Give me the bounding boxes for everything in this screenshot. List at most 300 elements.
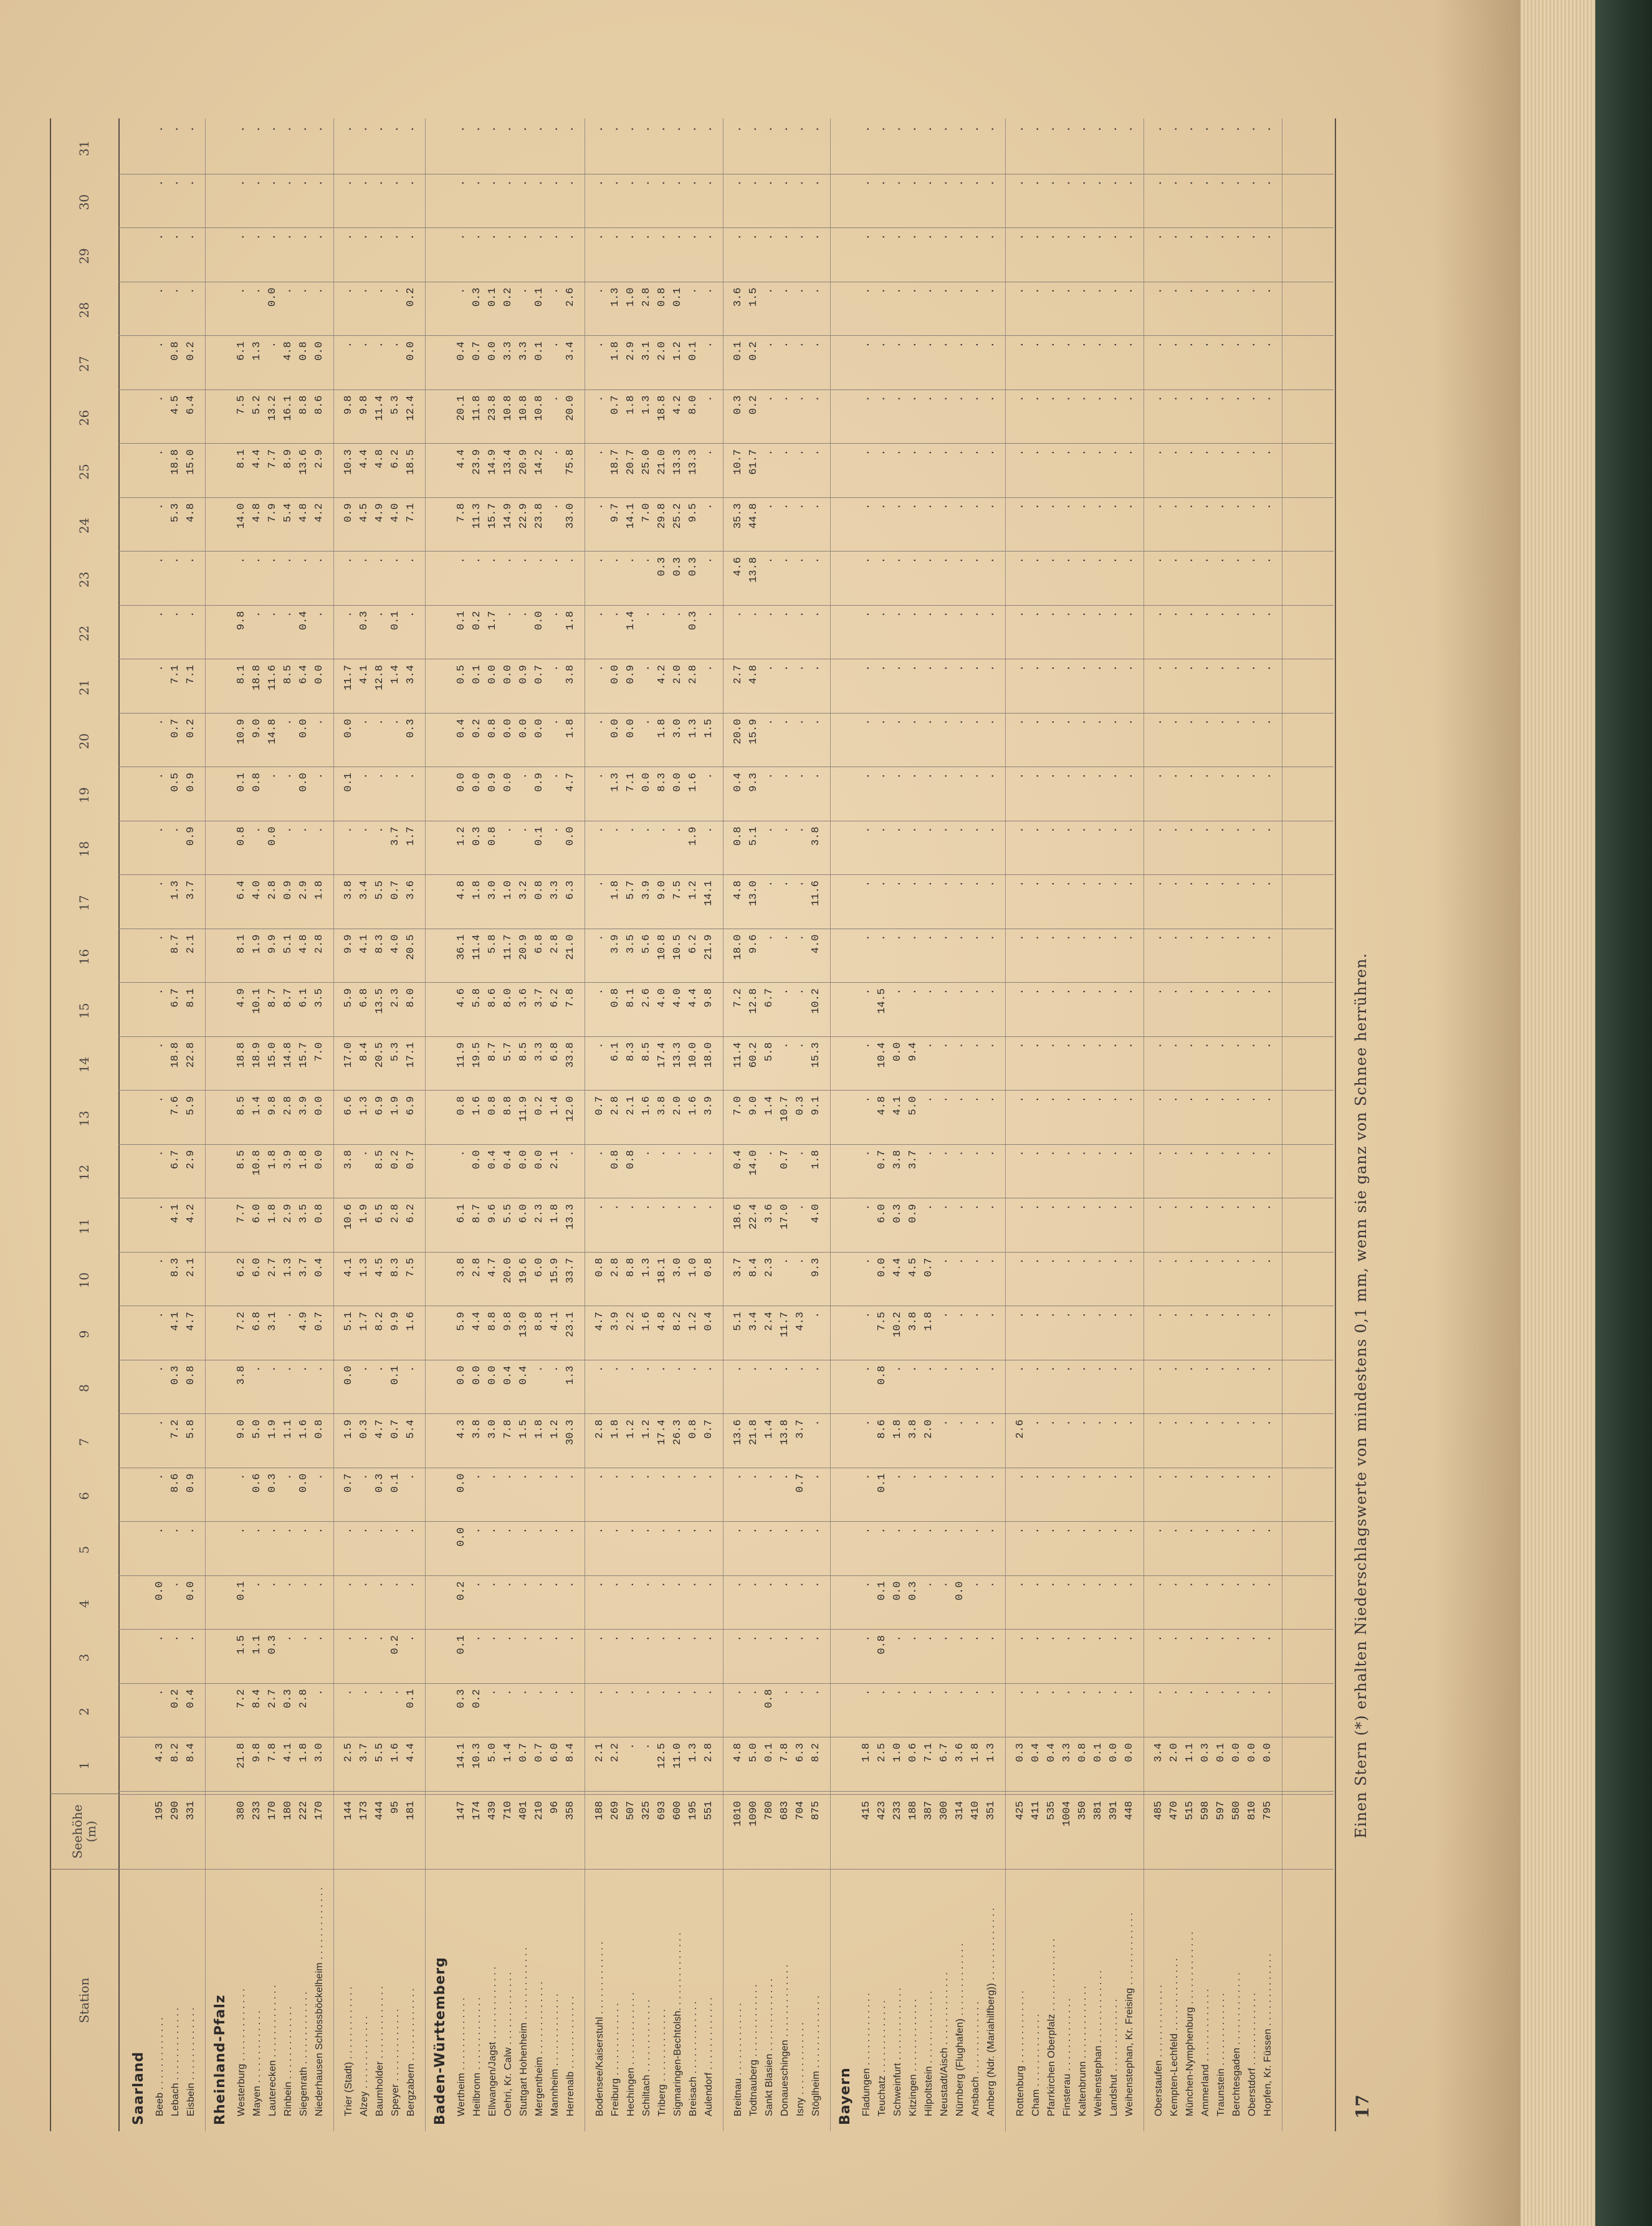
precip-cell: 0.0 bbox=[502, 665, 514, 684]
precip-cell: . bbox=[1262, 126, 1274, 133]
precip-cell: . bbox=[861, 1635, 872, 1642]
precip-cell: . bbox=[358, 1473, 370, 1480]
precip-cell: . bbox=[1061, 826, 1073, 833]
precip-cell: 17.1 bbox=[405, 1042, 417, 1068]
precip-cell: . bbox=[1215, 1527, 1227, 1534]
precip-cell: . bbox=[641, 1743, 652, 1750]
precip-cell: 0.8 bbox=[487, 1096, 499, 1115]
precip-cell: . bbox=[1215, 126, 1227, 133]
precip-cell: . bbox=[970, 665, 981, 672]
precip-cell: . bbox=[1153, 1258, 1165, 1264]
precip-cell: 2.2 bbox=[609, 1743, 621, 1762]
precip-cell: 8.3 bbox=[169, 1258, 181, 1278]
precip-cell: . bbox=[985, 1096, 997, 1103]
precip-cell: . bbox=[907, 826, 919, 833]
precip-cell: 12.8 bbox=[748, 988, 760, 1014]
station-row bbox=[341, 118, 356, 2131]
precip-cell: . bbox=[298, 557, 310, 564]
precip-cell: . bbox=[1124, 881, 1135, 887]
precip-cell: 60.2 bbox=[748, 1042, 760, 1068]
precip-cell: . bbox=[1184, 557, 1196, 564]
precip-cell: . bbox=[313, 1635, 325, 1642]
precip-cell: 7.7 bbox=[267, 449, 279, 469]
precip-cell: . bbox=[938, 1258, 950, 1264]
precip-cell: . bbox=[892, 1473, 904, 1480]
precip-cell: . bbox=[625, 1635, 637, 1642]
precip-cell: . bbox=[1231, 449, 1243, 456]
station-altitude: 233 bbox=[892, 1801, 904, 1820]
precip-cell: . bbox=[923, 1473, 935, 1480]
precip-cell: . bbox=[970, 1204, 981, 1211]
precip-cell: . bbox=[687, 1365, 699, 1372]
precip-cell: 0.8 bbox=[313, 1204, 325, 1223]
precip-cell: 4.5 bbox=[169, 395, 181, 415]
precip-cell: 10.2 bbox=[810, 988, 822, 1014]
precip-cell: 0.0 bbox=[456, 1527, 467, 1547]
precip-cell: . bbox=[1246, 1689, 1258, 1696]
precip-cell: . bbox=[1168, 1581, 1180, 1588]
precip-cell: . bbox=[154, 665, 166, 672]
precip-cell: . bbox=[970, 126, 981, 133]
day-column-header: 1 bbox=[77, 1761, 92, 1770]
precip-cell: . bbox=[1030, 1258, 1042, 1264]
precip-cell: . bbox=[938, 773, 950, 780]
precip-cell: 4.8 bbox=[282, 342, 294, 361]
station-altitude: 415 bbox=[861, 1801, 872, 1820]
precip-cell: 1.4 bbox=[549, 1096, 561, 1115]
precip-cell: . bbox=[282, 126, 294, 133]
column-rule bbox=[118, 1306, 1334, 1307]
precip-cell: . bbox=[1015, 1635, 1026, 1642]
precip-cell: 0.3 bbox=[687, 611, 699, 631]
precip-cell: . bbox=[1015, 503, 1026, 510]
precip-cell: . bbox=[154, 1365, 166, 1372]
precip-cell: 13.0 bbox=[518, 1312, 530, 1337]
precip-cell: 10.1 bbox=[251, 988, 263, 1014]
precip-cell: . bbox=[985, 1204, 997, 1211]
precip-cell: 0.9 bbox=[533, 773, 545, 792]
precip-cell: . bbox=[471, 1581, 483, 1588]
precip-cell: . bbox=[1168, 1420, 1180, 1426]
station-altitude: 222 bbox=[298, 1801, 310, 1820]
precip-cell: 0.7 bbox=[389, 881, 401, 900]
station-row bbox=[280, 118, 296, 2131]
station-row bbox=[249, 118, 265, 2131]
precip-cell: . bbox=[154, 1042, 166, 1049]
precip-cell: . bbox=[313, 773, 325, 780]
station-altitude: 391 bbox=[1108, 1801, 1120, 1820]
precip-cell: 7.8 bbox=[779, 1743, 791, 1762]
precip-cell: . bbox=[389, 179, 401, 186]
precip-cell: . bbox=[1200, 1420, 1211, 1426]
precip-cell: . bbox=[1030, 557, 1042, 564]
precip-cell: 15.0 bbox=[185, 449, 197, 475]
precip-cell: . bbox=[748, 611, 760, 618]
precip-cell: 3.7 bbox=[732, 1258, 744, 1278]
precip-cell: 18.0 bbox=[703, 1042, 715, 1068]
station-altitude: 314 bbox=[954, 1801, 966, 1820]
precip-cell: 5.1 bbox=[343, 1312, 355, 1331]
precip-cell: 5.3 bbox=[389, 1042, 401, 1062]
station-name: Rinbein . . . . . . . . . . . . . bbox=[283, 2006, 294, 2116]
precip-cell: 2.8 bbox=[549, 934, 561, 954]
precip-cell: . bbox=[656, 234, 668, 241]
precip-cell: 18.6 bbox=[732, 1204, 744, 1230]
station-name: Freiburg . . . . . . . . . . . . . bbox=[610, 2003, 621, 2116]
precip-cell: . bbox=[1231, 126, 1243, 133]
precip-cell: 3.3 bbox=[533, 1042, 545, 1062]
precip-cell: . bbox=[763, 826, 775, 833]
precip-cell: 11.7 bbox=[343, 665, 355, 690]
column-rule bbox=[118, 713, 1334, 714]
precip-cell: . bbox=[763, 719, 775, 725]
precip-cell: . bbox=[343, 1527, 355, 1534]
precip-cell: . bbox=[154, 611, 166, 618]
precip-cell: 8.8 bbox=[298, 395, 310, 415]
precip-cell: 0.0 bbox=[1108, 1743, 1120, 1762]
precip-cell: . bbox=[1030, 773, 1042, 780]
station-row bbox=[890, 118, 905, 2131]
precip-cell: . bbox=[405, 557, 417, 564]
precip-cell: . bbox=[358, 1689, 370, 1696]
precip-cell: . bbox=[938, 1420, 950, 1426]
precip-cell: . bbox=[985, 179, 997, 186]
precip-cell: . bbox=[1246, 126, 1258, 133]
precip-cell: . bbox=[518, 1473, 530, 1480]
precip-cell: . bbox=[1124, 1689, 1135, 1696]
precip-cell: . bbox=[549, 1635, 561, 1642]
precip-cell: . bbox=[985, 395, 997, 402]
precip-cell: 5.8 bbox=[471, 988, 483, 1008]
precip-cell: . bbox=[185, 1527, 197, 1534]
precip-cell: 4.4 bbox=[471, 1312, 483, 1331]
precip-cell: . bbox=[656, 179, 668, 186]
station-name: Triberg . . . . . . . . . . . . . bbox=[657, 2009, 667, 2116]
precip-cell: 2.9 bbox=[313, 449, 325, 469]
precip-cell: . bbox=[954, 1150, 966, 1157]
precip-cell: . bbox=[810, 126, 822, 133]
precip-cell: . bbox=[1246, 1635, 1258, 1642]
precip-cell: . bbox=[1262, 773, 1274, 780]
precip-cell: 0.0 bbox=[533, 719, 545, 738]
precip-cell: 1.0 bbox=[687, 1258, 699, 1278]
precip-cell: 0.0 bbox=[672, 773, 684, 792]
precip-cell: 0.0 bbox=[405, 342, 417, 361]
precip-cell: 11.6 bbox=[267, 665, 279, 690]
precip-cell: . bbox=[1092, 1689, 1104, 1696]
station-altitude: 195 bbox=[687, 1801, 699, 1820]
precip-cell: . bbox=[1200, 1527, 1211, 1534]
precip-cell: 9.8 bbox=[502, 1312, 514, 1331]
precip-cell: 6.3 bbox=[795, 1743, 806, 1762]
precip-cell: . bbox=[1215, 342, 1227, 348]
precip-cell: . bbox=[763, 449, 775, 456]
station-altitude: 300 bbox=[938, 1801, 950, 1820]
precip-cell: 5.0 bbox=[907, 1096, 919, 1115]
precip-cell: 17.4 bbox=[656, 1042, 668, 1068]
precip-cell: 15.9 bbox=[748, 719, 760, 745]
precip-cell: 5.6 bbox=[641, 934, 652, 954]
station-name: Ansbach . . . . . . . . . . . . . bbox=[970, 2001, 981, 2116]
precip-cell: . bbox=[1246, 342, 1258, 348]
station-altitude: 188 bbox=[594, 1801, 606, 1820]
precip-cell: . bbox=[861, 1581, 872, 1588]
precip-cell: . bbox=[1215, 719, 1227, 725]
precip-cell: . bbox=[609, 1473, 621, 1480]
precip-cell: . bbox=[970, 881, 981, 887]
precip-cell: 1.8 bbox=[565, 719, 576, 738]
precip-cell: . bbox=[876, 1527, 888, 1534]
precip-cell: . bbox=[549, 503, 561, 510]
precip-cell: . bbox=[1046, 449, 1058, 456]
precip-cell: . bbox=[732, 1365, 744, 1372]
precip-cell: 0.0 bbox=[609, 719, 621, 738]
station-name: Ammerland . . . . . . . . . . . . . bbox=[1200, 1989, 1211, 2116]
precip-cell: 2.7 bbox=[732, 665, 744, 684]
precip-cell: . bbox=[985, 665, 997, 672]
precip-cell: 1.8 bbox=[549, 1204, 561, 1223]
station-row bbox=[921, 118, 937, 2131]
precip-cell: . bbox=[471, 234, 483, 241]
precip-cell: . bbox=[892, 126, 904, 133]
precip-cell: . bbox=[1124, 1150, 1135, 1157]
precip-cell: . bbox=[1061, 719, 1073, 725]
precip-cell: . bbox=[892, 234, 904, 241]
precip-cell: 3.7 bbox=[185, 881, 197, 900]
station-name: Baumholder . . . . . . . . . . . . . bbox=[375, 1985, 385, 2116]
precip-cell: . bbox=[876, 503, 888, 510]
precip-cell: . bbox=[779, 1689, 791, 1696]
precip-cell: 8.5 bbox=[236, 1150, 247, 1170]
precip-cell: 0.0 bbox=[641, 773, 652, 792]
precip-cell: . bbox=[938, 449, 950, 456]
precip-cell: . bbox=[456, 557, 467, 564]
precip-cell: 6.4 bbox=[236, 881, 247, 900]
precip-cell: . bbox=[763, 611, 775, 618]
station-name: Stuttgart Hohenheim . . . . . . . . . . . . . bbox=[518, 1947, 529, 2116]
precip-cell: 14.5 bbox=[876, 988, 888, 1014]
precip-cell: . bbox=[565, 557, 576, 564]
precip-cell: . bbox=[641, 665, 652, 672]
precip-cell: 7.5 bbox=[672, 881, 684, 900]
precip-cell: . bbox=[1246, 234, 1258, 241]
precip-cell: . bbox=[1215, 1581, 1227, 1588]
precip-cell: . bbox=[1108, 1473, 1120, 1480]
precip-cell: . bbox=[1184, 287, 1196, 294]
precip-cell: . bbox=[1262, 1042, 1274, 1049]
precip-cell: . bbox=[861, 1527, 872, 1534]
precip-cell: 0.6 bbox=[907, 1743, 919, 1762]
precip-cell: . bbox=[1077, 179, 1089, 186]
precip-cell: 0.8 bbox=[533, 881, 545, 900]
precip-cell: 0.0 bbox=[1124, 1743, 1135, 1762]
station-altitude: 875 bbox=[810, 1801, 822, 1820]
precip-cell: 0.0 bbox=[154, 1581, 166, 1601]
station-row bbox=[1106, 118, 1122, 2131]
column-rule bbox=[118, 1794, 1334, 1795]
precip-cell: . bbox=[154, 881, 166, 887]
precip-cell: 1.9 bbox=[389, 1096, 401, 1115]
precip-cell: . bbox=[154, 1689, 166, 1696]
precip-cell: . bbox=[795, 1581, 806, 1588]
precip-cell: . bbox=[502, 826, 514, 833]
precip-cell: . bbox=[1184, 234, 1196, 241]
precip-cell: . bbox=[1015, 234, 1026, 241]
precip-cell: . bbox=[763, 342, 775, 348]
precip-cell: . bbox=[1246, 179, 1258, 186]
precip-cell: . bbox=[1092, 1365, 1104, 1372]
precip-cell: . bbox=[923, 1635, 935, 1642]
precip-cell: 3.9 bbox=[282, 1150, 294, 1170]
precip-cell: 2.8 bbox=[282, 1096, 294, 1115]
precip-cell: 0.8 bbox=[185, 1365, 197, 1385]
precip-cell: . bbox=[1092, 1473, 1104, 1480]
precip-cell: 2.1 bbox=[594, 1743, 606, 1762]
precip-cell: 5.5 bbox=[374, 881, 386, 900]
precip-cell: . bbox=[185, 557, 197, 564]
precip-cell: . bbox=[1184, 1150, 1196, 1157]
precip-cell: . bbox=[1246, 988, 1258, 995]
precip-cell: . bbox=[487, 557, 499, 564]
precip-cell: . bbox=[861, 557, 872, 564]
station-row bbox=[654, 118, 670, 2131]
precip-cell: . bbox=[1215, 1312, 1227, 1319]
precip-cell: . bbox=[1153, 1204, 1165, 1211]
precip-cell: . bbox=[389, 719, 401, 725]
precip-cell: 1.4 bbox=[251, 1096, 263, 1115]
precip-cell: . bbox=[861, 1204, 872, 1211]
precip-cell: 16.1 bbox=[282, 395, 294, 421]
precip-cell: 4.9 bbox=[374, 503, 386, 523]
station-name: Cham . . . . . . . . . . . . . bbox=[1031, 2013, 1041, 2116]
station-altitude: 210 bbox=[533, 1801, 545, 1820]
station-name: Neustadt/Aisch . . . . . . . . . . . . . bbox=[939, 1972, 950, 2116]
precip-cell: . bbox=[154, 449, 166, 456]
precip-cell: . bbox=[1108, 503, 1120, 510]
precip-cell: 11.9 bbox=[518, 1096, 530, 1122]
precip-cell: . bbox=[1108, 1096, 1120, 1103]
precip-cell: 6.2 bbox=[687, 934, 699, 954]
precip-cell: 6.7 bbox=[763, 988, 775, 1008]
precip-cell: . bbox=[282, 179, 294, 186]
precip-cell: . bbox=[779, 1365, 791, 1372]
precip-cell: . bbox=[1015, 1581, 1026, 1588]
precip-cell: 5.3 bbox=[389, 395, 401, 415]
precip-cell: 4.6 bbox=[732, 557, 744, 576]
precip-cell: 7.8 bbox=[502, 1420, 514, 1439]
precip-cell: . bbox=[1262, 1420, 1274, 1426]
precip-cell: . bbox=[154, 934, 166, 941]
precip-cell: . bbox=[565, 1689, 576, 1696]
precip-cell: . bbox=[549, 234, 561, 241]
precip-cell: . bbox=[549, 126, 561, 133]
precip-cell: 13.6 bbox=[298, 449, 310, 475]
precip-cell: . bbox=[1030, 826, 1042, 833]
rotated-table bbox=[37, 118, 1396, 2131]
precip-cell: . bbox=[267, 611, 279, 618]
precip-cell: . bbox=[954, 287, 966, 294]
day-column-header: 11 bbox=[77, 1218, 92, 1235]
precip-cell: . bbox=[549, 611, 561, 618]
station-row bbox=[746, 118, 762, 2131]
precip-cell: . bbox=[1077, 1258, 1089, 1264]
precip-cell: . bbox=[795, 1527, 806, 1534]
day-column-header: 7 bbox=[77, 1438, 92, 1446]
station-altitude: 1004 bbox=[1061, 1801, 1073, 1827]
precip-cell: . bbox=[861, 1312, 872, 1319]
precip-cell: . bbox=[1184, 1635, 1196, 1642]
precip-cell: . bbox=[1015, 1527, 1026, 1534]
precip-cell: . bbox=[938, 1150, 950, 1157]
precip-cell: . bbox=[1184, 1689, 1196, 1696]
precip-cell: . bbox=[876, 126, 888, 133]
precip-cell: . bbox=[267, 179, 279, 186]
precip-cell: . bbox=[1231, 1204, 1243, 1211]
station-row bbox=[1182, 118, 1198, 2131]
precip-cell: . bbox=[641, 826, 652, 833]
precip-cell: . bbox=[1231, 1689, 1243, 1696]
precip-cell: . bbox=[518, 1635, 530, 1642]
precip-cell: . bbox=[970, 342, 981, 348]
precip-cell: . bbox=[1077, 1312, 1089, 1319]
precip-cell: . bbox=[1231, 287, 1243, 294]
precip-cell: . bbox=[625, 1527, 637, 1534]
precip-cell: . bbox=[358, 287, 370, 294]
precip-cell: 0.0 bbox=[1246, 1743, 1258, 1762]
precip-cell: . bbox=[1124, 934, 1135, 941]
precip-cell: 3.8 bbox=[471, 1420, 483, 1439]
precip-cell: . bbox=[1262, 395, 1274, 402]
precip-cell: . bbox=[1168, 1042, 1180, 1049]
precip-cell: . bbox=[343, 826, 355, 833]
precip-cell: 0.3 bbox=[892, 1204, 904, 1223]
precip-cell: . bbox=[374, 557, 386, 564]
precip-cell: . bbox=[1215, 1204, 1227, 1211]
station-row bbox=[1167, 118, 1182, 2131]
precip-cell: . bbox=[1246, 826, 1258, 833]
precip-cell: . bbox=[1246, 1258, 1258, 1264]
precip-cell: . bbox=[656, 1581, 668, 1588]
precip-cell: . bbox=[861, 1473, 872, 1480]
precip-cell: 0.0 bbox=[313, 665, 325, 684]
precip-cell: . bbox=[1168, 1527, 1180, 1534]
precip-cell: . bbox=[1262, 988, 1274, 995]
precip-cell: 0.0 bbox=[609, 665, 621, 684]
precip-cell: 0.0 bbox=[343, 719, 355, 738]
precip-cell: . bbox=[502, 179, 514, 186]
precip-cell: . bbox=[456, 1150, 467, 1157]
precip-cell: 10.3 bbox=[343, 449, 355, 475]
precip-cell: . bbox=[154, 773, 166, 780]
precip-cell: . bbox=[954, 1204, 966, 1211]
precip-cell: . bbox=[1262, 1689, 1274, 1696]
precip-cell: . bbox=[1231, 1527, 1243, 1534]
precip-cell: . bbox=[1231, 1042, 1243, 1049]
precip-cell: 7.7 bbox=[236, 1204, 247, 1223]
precip-cell: 0.7 bbox=[405, 1150, 417, 1170]
station-name: Kaltenbrunn . . . . . . . . . . . . . bbox=[1077, 1985, 1088, 2116]
precip-cell: 0.4 bbox=[185, 1689, 197, 1709]
precip-cell: . bbox=[313, 179, 325, 186]
precip-cell: 6.0 bbox=[251, 1258, 263, 1278]
precip-cell: . bbox=[565, 179, 576, 186]
precip-cell: . bbox=[1246, 934, 1258, 941]
precip-cell: . bbox=[954, 395, 966, 402]
precip-cell: . bbox=[251, 1365, 263, 1372]
station-name: Alzey . . . . . . . . . . . . . bbox=[359, 2016, 370, 2116]
station-name: Hechingen . . . . . . . . . . . . . bbox=[626, 1992, 636, 2116]
precip-cell: . bbox=[502, 611, 514, 618]
